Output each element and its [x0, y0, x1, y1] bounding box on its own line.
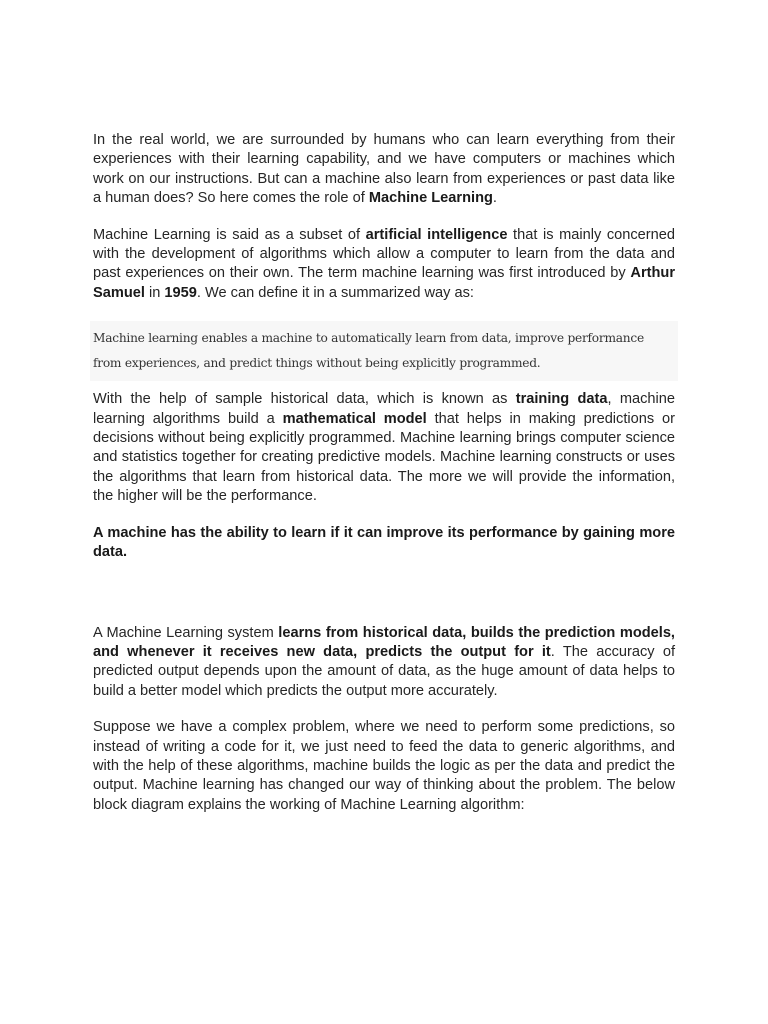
- bold-term: Arthur Samuel: [93, 265, 675, 301]
- definition-blockquote: Machine learning enables a machine to automatically learn from data, improve performance from experiences, and predict things without being explicitly programmed.: [90, 321, 678, 381]
- paragraph-text: Machine Learning is said as a subset of: [93, 226, 366, 243]
- paragraph-training-data: [93, 390, 675, 506]
- paragraph-text: With the help of sample historical data, which is known as: [93, 391, 516, 408]
- paragraph-intro: [93, 131, 675, 209]
- paragraph-text: that helps in making predictions or decisions without being explicitly programmed. Machine learning brings computer science and statistics together for creating predictive models. Machine learning constructs or uses the algorithms that learn from historical data. The more we will provide the information, the higher will be the performance.: [93, 410, 676, 505]
- paragraph-text: that is mainly concerned with the development of algorithms which allow a computer to learn from the data and past experiences on their own. The term machine learning was first introduced by: [93, 226, 675, 282]
- bold-term: mathematical model: [282, 410, 427, 427]
- paragraph-text: , machine learning algorithms build a: [93, 391, 675, 427]
- bold-term: Machine Learning: [368, 190, 493, 207]
- paragraph-text: . We can define it in a summarized way as:: [196, 284, 474, 301]
- bold-term: 1959: [164, 284, 197, 301]
- paragraph-text: .: [492, 190, 497, 207]
- paragraph-complex-problem: Suppose we have a complex problem, where we need to perform some predictions, so instead of writing a code for it, we just need to feed the data to generic algorithms, and with the help of these algorithms, machine builds the logic as per the data and predict the output. Machine learning has changed our way of thinking about the problem. The below block diagram explains the working of Machine Learning algorithm:: [93, 719, 675, 813]
- paragraph-text: A Machine Learning system: [93, 624, 279, 641]
- paragraph-text: In the real world, we are surrounded by humans who can learn everything from their experiences with their learning capability, and we have computers or machines which work on our instructions. But can a machine also learn from experiences or past data like a human does? So here comes the role of: [93, 132, 675, 207]
- paragraph-bold-statement: A machine has the ability to learn if it can improve its performance by gaining more data.: [93, 524, 675, 561]
- document-body: [93, 131, 675, 815]
- bold-term: artificial intelligence: [365, 226, 508, 243]
- paragraph-definition: [93, 226, 675, 304]
- paragraph-text: in: [144, 284, 165, 301]
- paragraph-ml-system: [93, 624, 675, 702]
- bold-term: learns from historical data, builds the prediction models, and whenever it receives new data, predicts the output for it: [93, 624, 675, 660]
- bold-term: training data: [515, 391, 608, 408]
- paragraph-text: . The accuracy of predicted output depends upon the amount of data, as the huge amount of data helps to build a better model which predicts the output more accurately.: [93, 643, 675, 699]
